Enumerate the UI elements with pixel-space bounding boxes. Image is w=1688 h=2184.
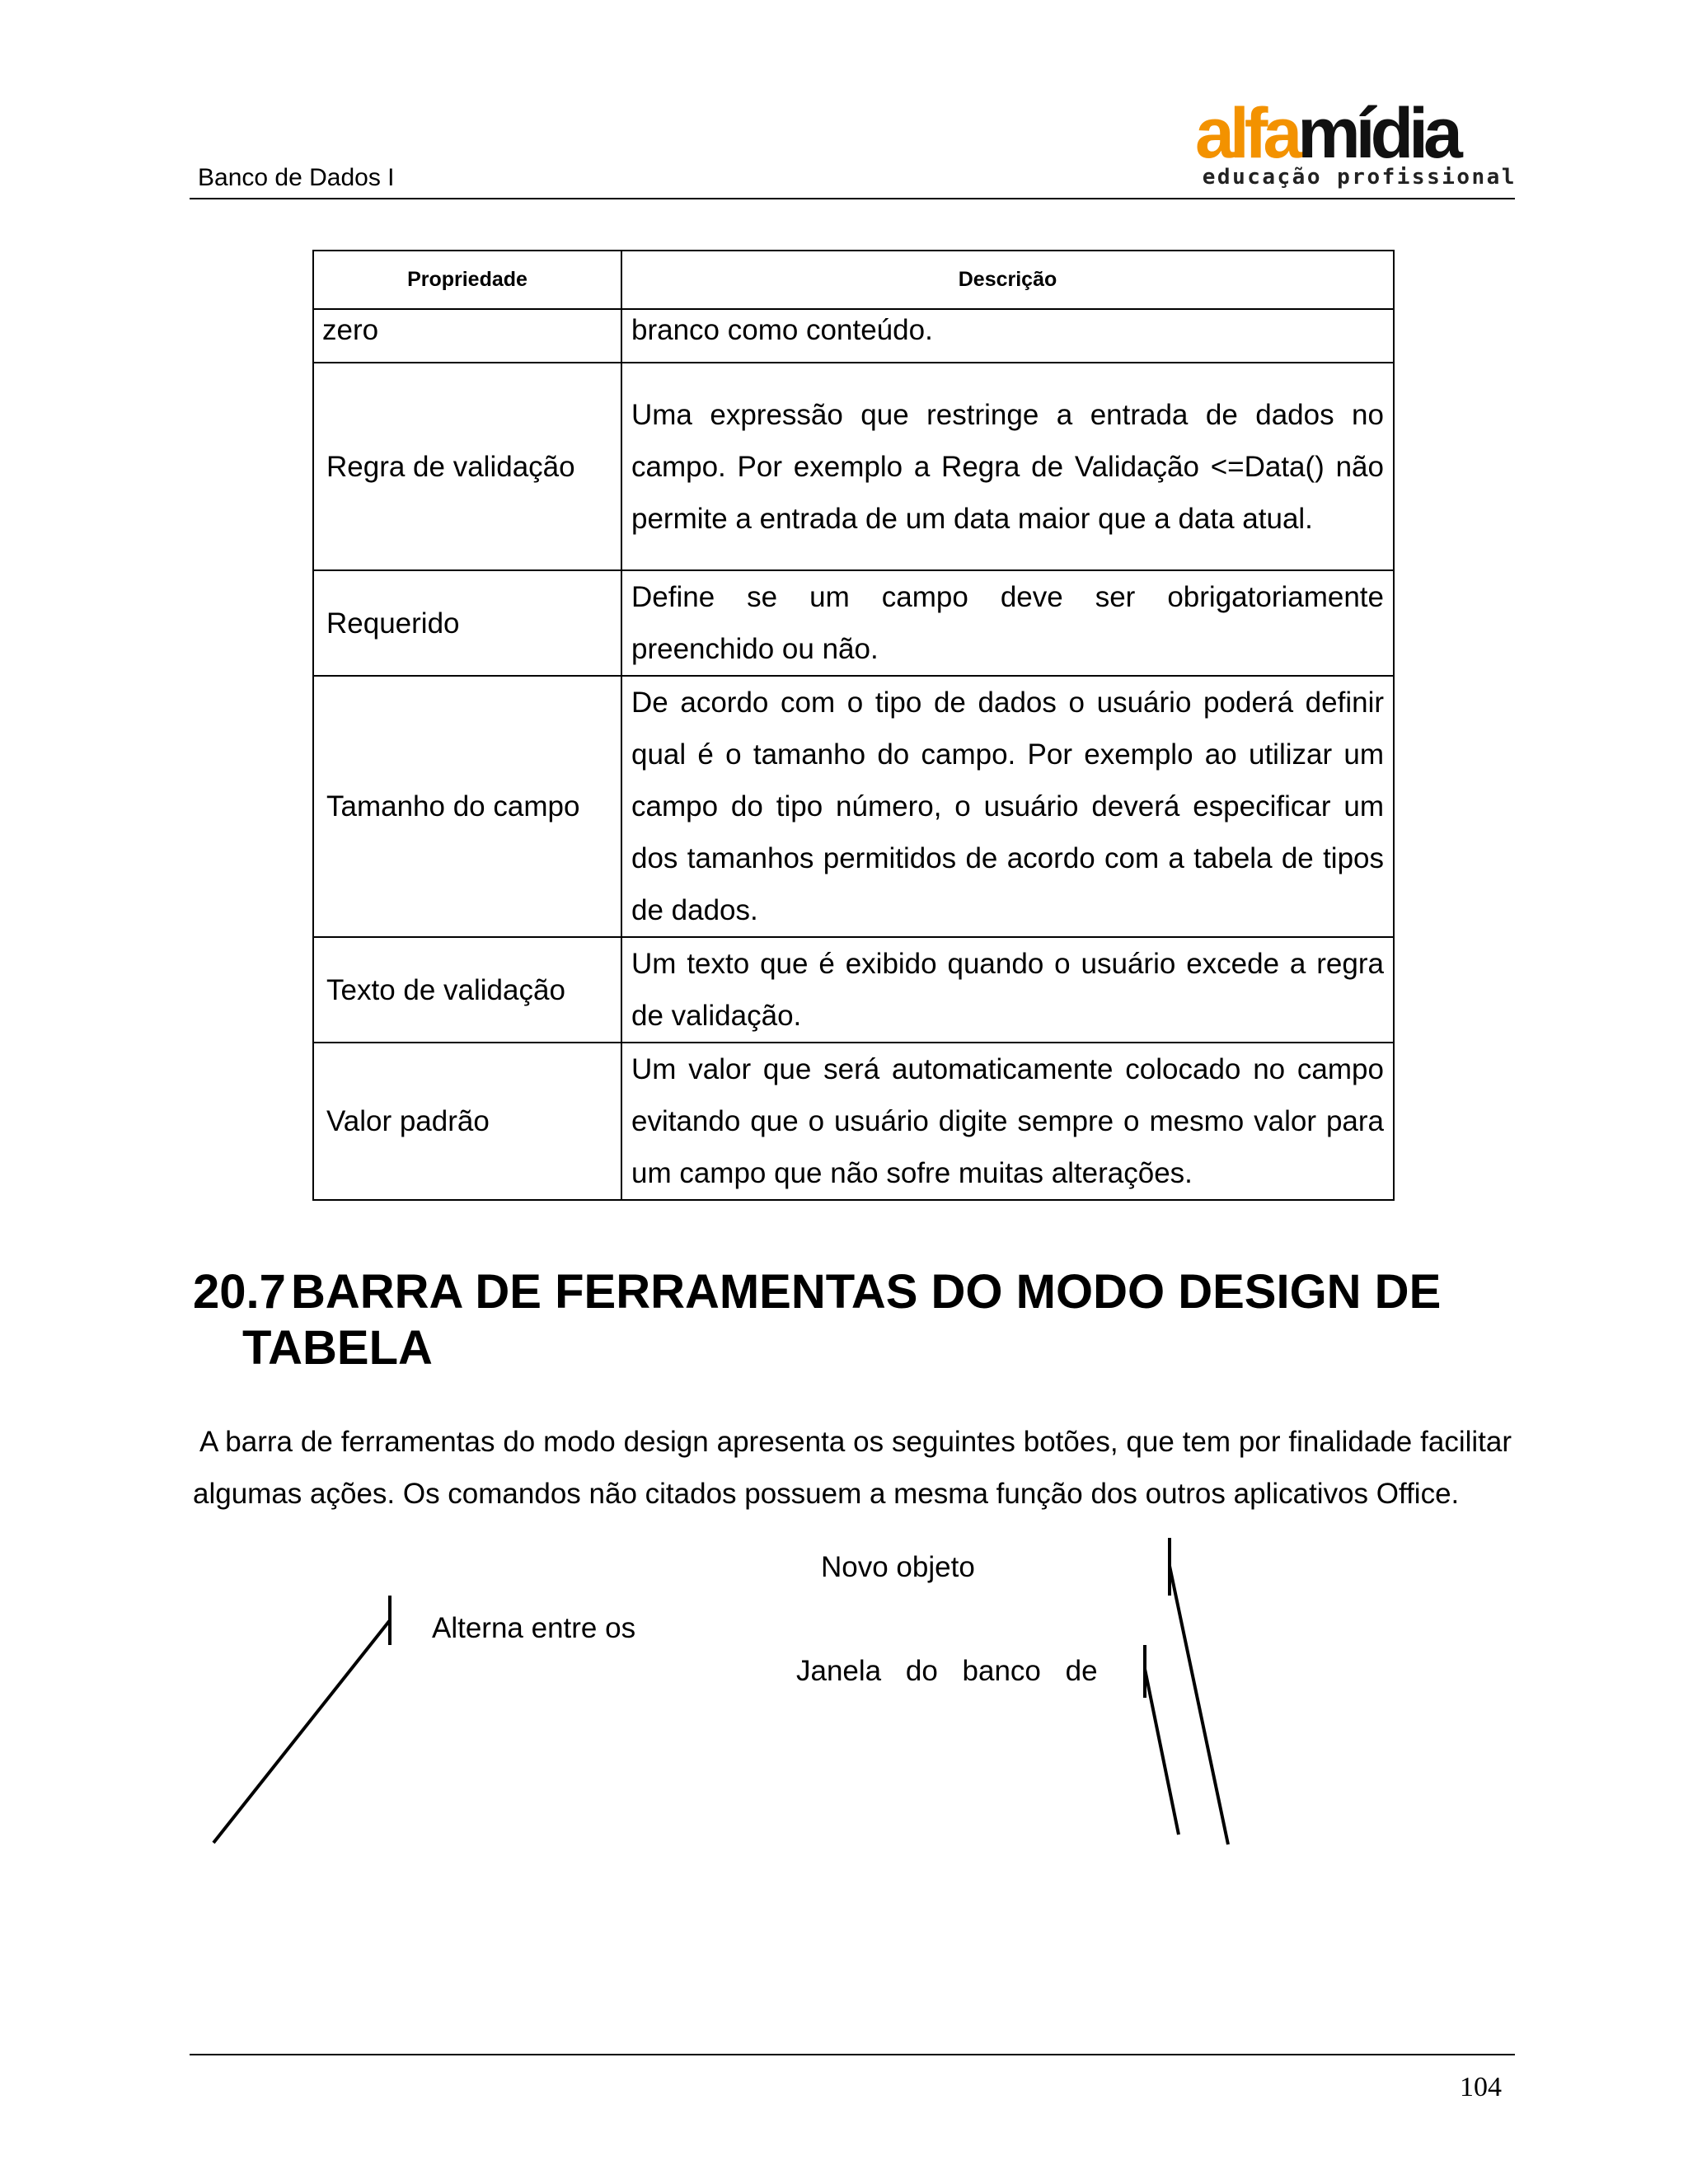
table-header-row (313, 251, 1394, 309)
leader-line-janela (1145, 1669, 1179, 1835)
description-cell: Uma expressão que restringe a entrada de dados no campo. Por exemplo a Regra de Validação <=Data() não permite a entrada de um data maior que a data atual. (621, 363, 1394, 570)
description-cell: Define se um campo deve ser obrigatoriamente preenchido ou não. (621, 570, 1394, 676)
footer-rule (190, 2054, 1515, 2055)
section-title-line1: BARRA DE FERRAMENTAS DO MODO DESIGN DE (291, 1265, 1442, 1319)
column-header-description: Descrição (621, 251, 1394, 309)
description-cell: Um texto que é exibido quando o usuário excede a regra de validação. (621, 937, 1394, 1043)
description-cell: De acordo com o tipo de dados o usuário poderá definir qual é o tamanho do campo. Por exemplo ao utilizar um campo do tipo número, o usuário deverá especificar um dos tamanhos permitidos de acordo com a tabela de tipos de dados. (621, 676, 1394, 937)
property-cell: Valor padrão (313, 1043, 621, 1200)
body-paragraph (193, 1416, 1512, 1520)
header-rule (190, 198, 1515, 199)
description-cell: Um valor que será automaticamente colocado no campo evitando que o usuário digite sempre o mesmo valor para um campo que não sofre muitas alterações. (621, 1043, 1394, 1200)
property-cell: Regra de validação (313, 363, 621, 570)
table-row (313, 1043, 1394, 1200)
body-paragraph-text: A barra de ferramentas do modo design apresenta os seguintes botões, que tem por finalidade facilitar algumas ações. Os comandos não citados possuem a mesma função dos outros aplicativos Office. (193, 1426, 1512, 1510)
property-cell: Texto de validação (313, 937, 621, 1043)
table-row (313, 676, 1394, 937)
properties-table (312, 250, 1395, 1201)
property-cell: Tamanho do campo (313, 676, 621, 937)
callout-alterna: Alterna entre os (432, 1612, 636, 1638)
property-cell: zero (313, 309, 621, 363)
logo-tagline: educação profissional (1202, 165, 1517, 190)
section-number: 20.7 (193, 1265, 286, 1319)
leader-line-novo (1170, 1566, 1228, 1844)
table-row (313, 363, 1394, 570)
callout-janela: Janela do banco de (796, 1655, 1098, 1687)
page-number: 104 (1460, 2072, 1502, 2102)
property-cell: Requerido (313, 570, 621, 676)
leader-line-alterna (213, 1620, 390, 1843)
table-row (313, 309, 1394, 363)
header-title: Banco de Dados I (198, 164, 395, 191)
description-cell: branco como conteúdo. (621, 309, 1394, 363)
alfamidia-logo (1195, 94, 1517, 191)
callout-novo-objeto: Novo objeto (821, 1551, 975, 1583)
table-row (313, 937, 1394, 1043)
section-title-line2: TABELA (242, 1321, 433, 1375)
section-heading (193, 1264, 1545, 1376)
table-row (313, 570, 1394, 676)
logo-wordmark: alfamídia (1195, 94, 1458, 173)
column-header-property: Propriedade (313, 251, 621, 309)
